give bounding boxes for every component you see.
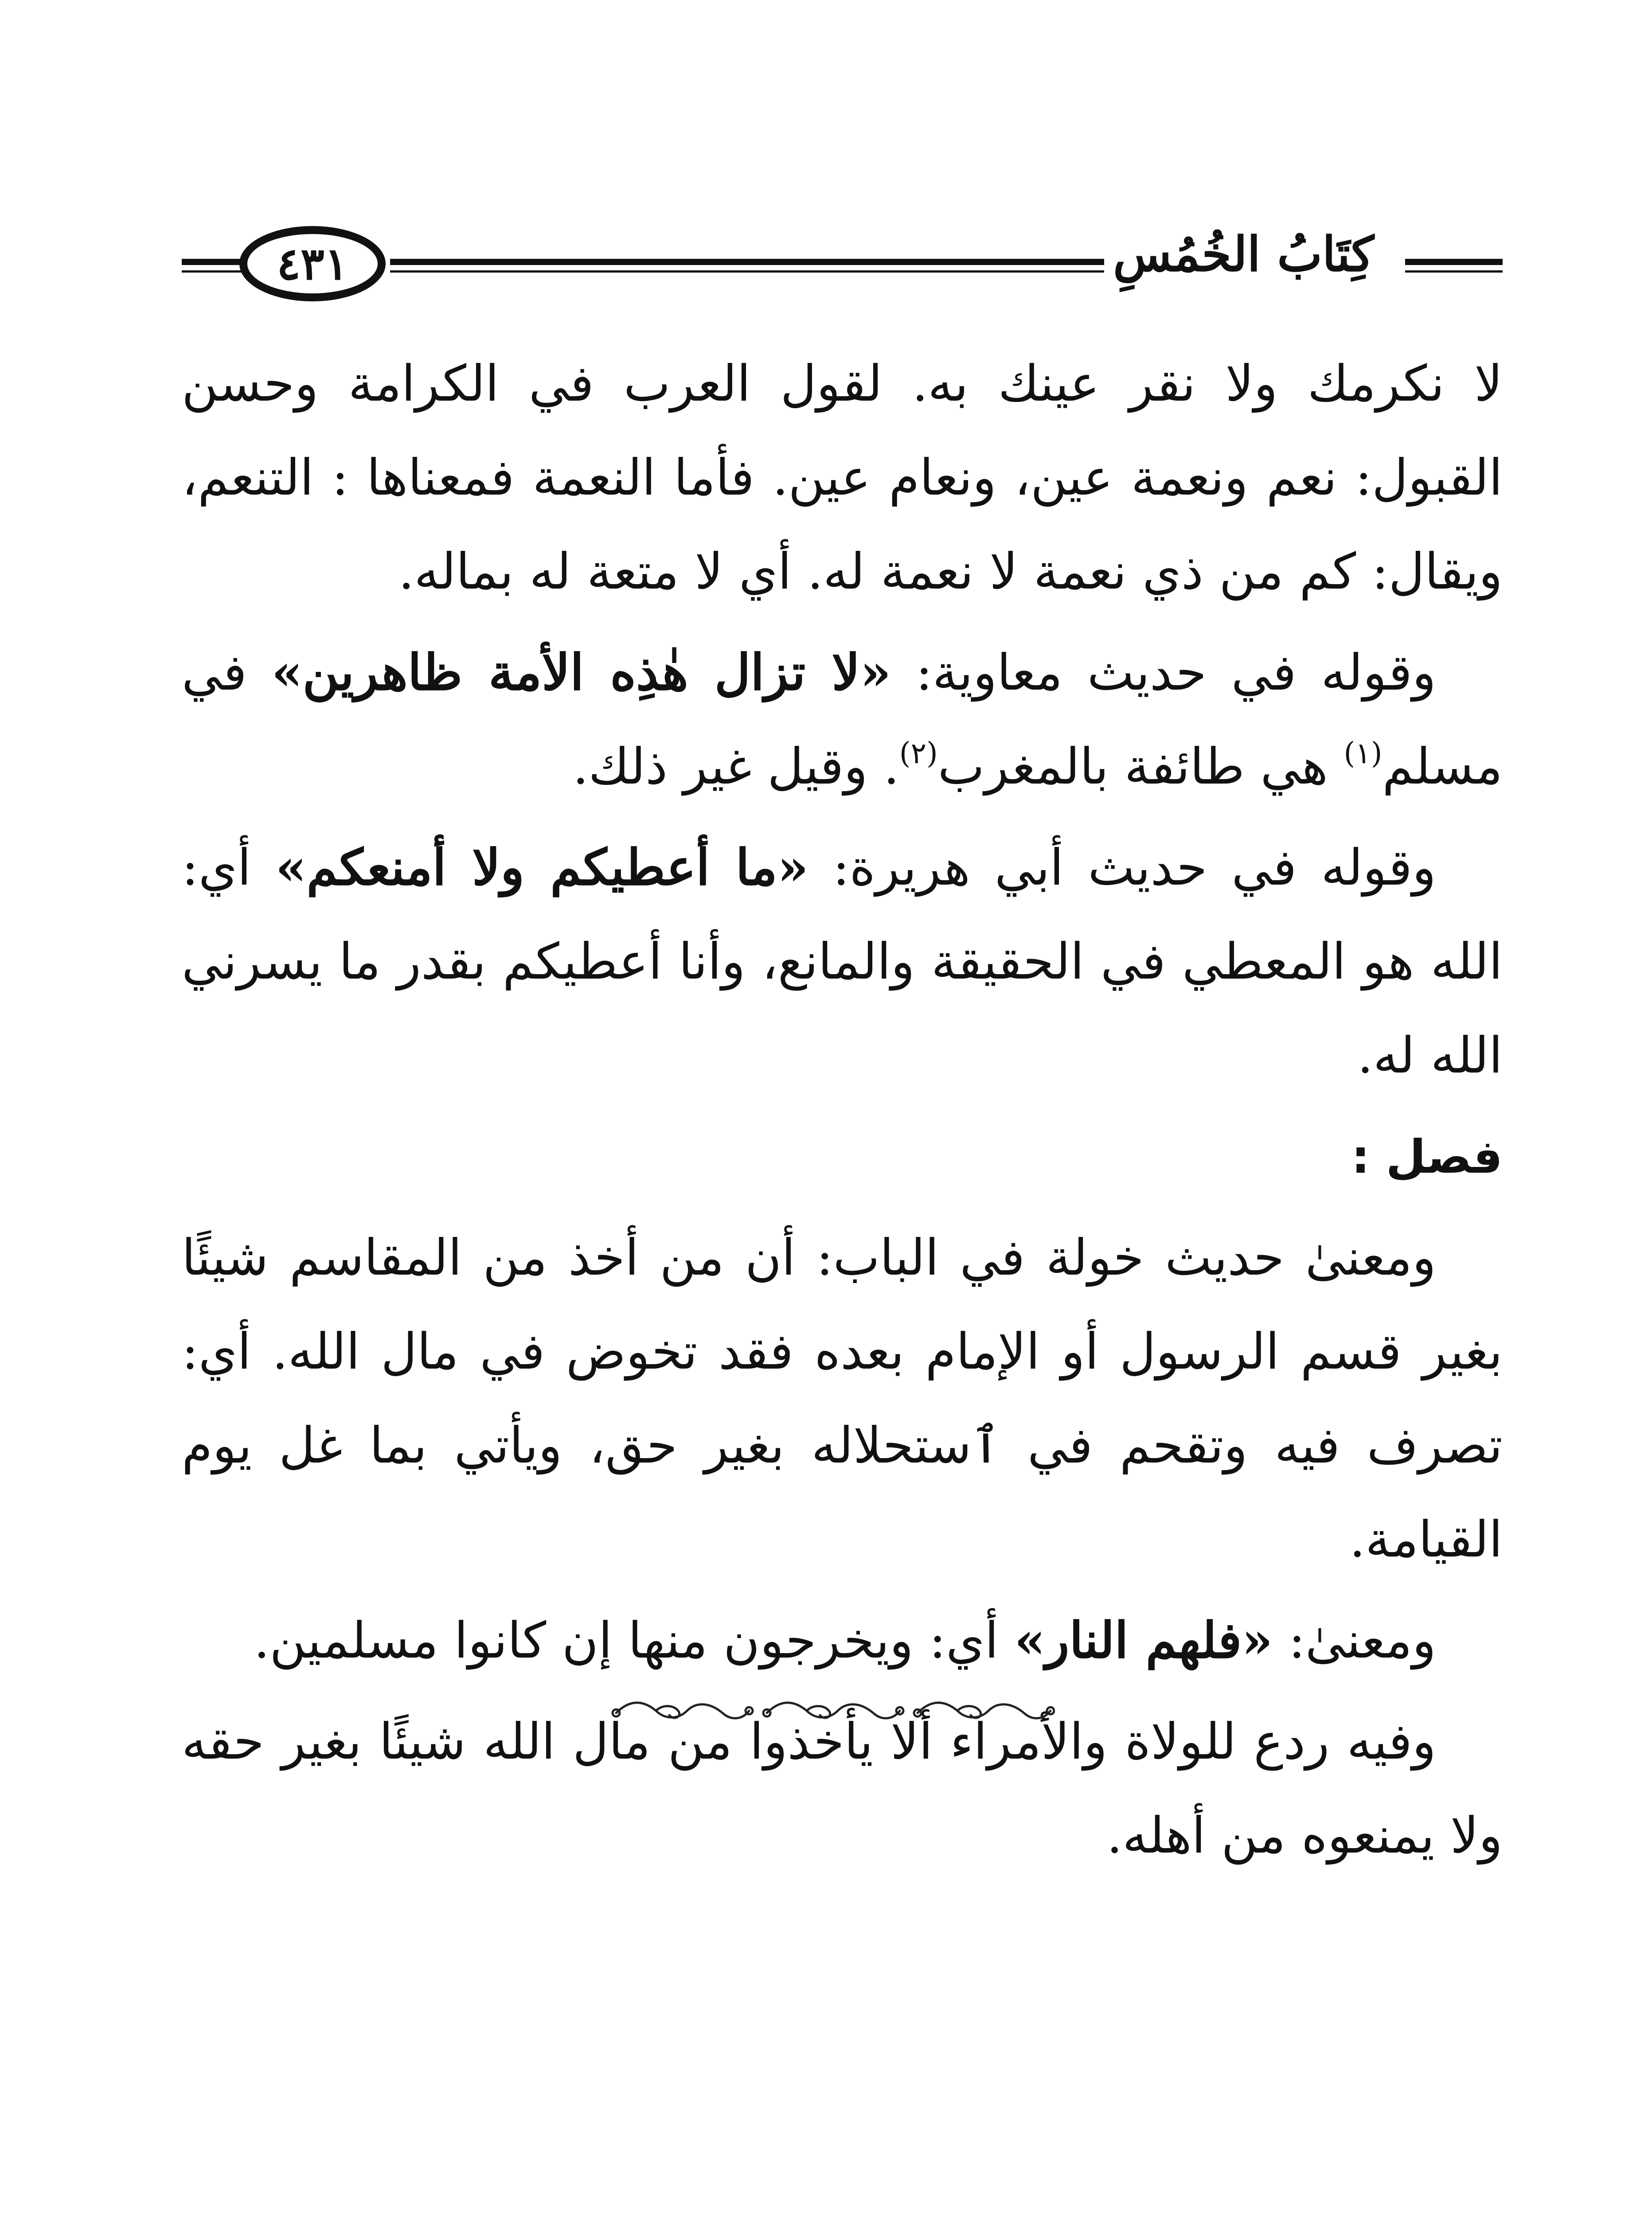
paragraph-2-text-c: هي طائفة بالمغرب (937, 738, 1344, 796)
paragraph-5 (182, 1594, 1503, 1688)
footnote-ref-2: (٢) (899, 736, 938, 770)
header-rule-left (182, 259, 244, 273)
paragraph-3 (182, 821, 1503, 1103)
paragraph-6: وفيه ردع للولاة والأمراء ألا يأخذوا من مال الله شيئًا بغير حقه ولا يمنعوه من أهله. (182, 1713, 1503, 1865)
paragraph-3-text-b: أي: الله هو المعطي في الحقيقة والمانع، وأنا أعطيكم بقدر ما يسرني الله له. (182, 839, 1503, 1085)
paragraph-3-text-a: وقوله في حديث أبي هريرة: (808, 839, 1437, 897)
section-heading: فصل : (1351, 1130, 1503, 1184)
hadith-quote-3: «فلهم النار» (1014, 1611, 1273, 1670)
running-title: كِتَابُ الخُمُسِ (1104, 230, 1383, 278)
page-number-badge (239, 226, 386, 301)
paragraph-2 (182, 626, 1503, 814)
paragraph-2-text-a: وقوله في حديث معاوية: (891, 644, 1436, 702)
paragraph-5-text-a: ومعنىٰ: (1273, 1612, 1436, 1670)
page-number: ٤٣١ (277, 238, 348, 290)
paragraph-2-text-b: في مسلم (182, 644, 1503, 796)
paragraph-4: ومعنىٰ حديث خولة في الباب: أن من أخذ من المقاسم شيئًا بغير قسم الرسول أو الإمام بعده فقد تخوض في مال الله. أي: تصرف فيه وتقحم في ٱستحلاله بغير حق، ويأتي بما غل يوم القيامة. (182, 1229, 1503, 1568)
paragraph-1: لا نكرمك ولا نقر عينك به. لقول العرب في الكرامة وحسن القبول: نعم ونعمة عين، ونعام عين. فأما النعمة فمعناها : التنعم، ويقال: كم من ذي نعمة لا نعمة له. أي لا متعة له بماله. (182, 355, 1503, 601)
header-rule-right (1405, 259, 1503, 273)
main-text (182, 337, 1503, 1890)
hadith-quote-1: «لا تزال هٰذِه الأمة ظاهرين» (271, 644, 891, 702)
page-header (182, 213, 1503, 319)
paragraph-2-text-d: . وقيل غير ذلك. (572, 738, 899, 796)
footnote-ref-1: (١) (1343, 736, 1383, 770)
header-rule-middle (390, 259, 1197, 273)
hadith-quote-2: «ما أعطيكم ولا أمنعكم» (275, 839, 808, 897)
ornament-divider-icon (607, 1695, 1055, 1726)
paragraph-5-text-b: أي: ويخرجون منها إن كانوا مسلمين. (254, 1612, 1015, 1670)
